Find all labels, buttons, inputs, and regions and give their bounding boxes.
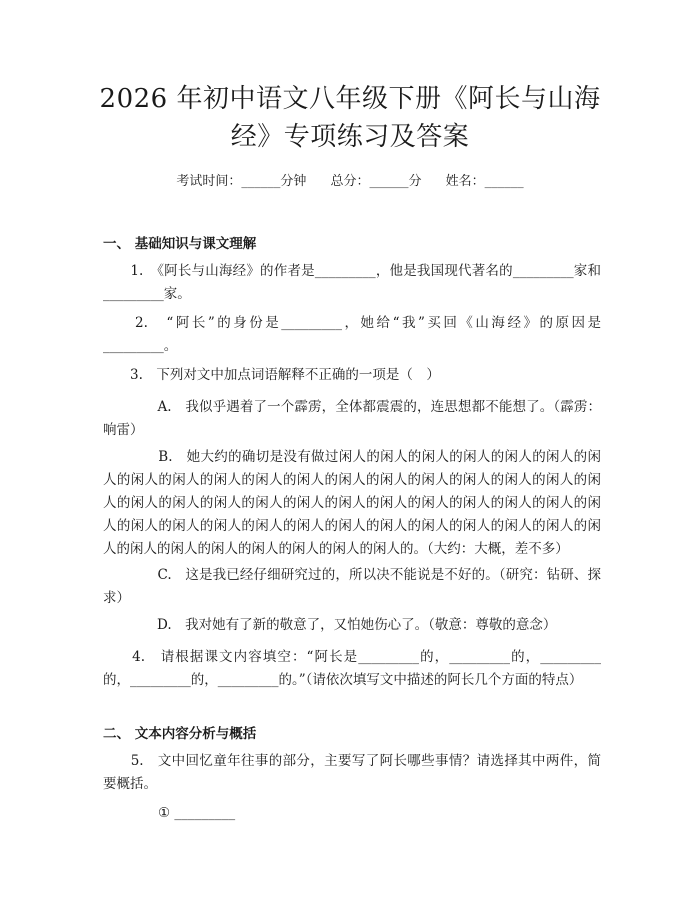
title-line-2: 经》专项练习及答案: [230, 122, 470, 152]
section-heading-1: 一、 基础知识与课文理解: [103, 236, 257, 252]
question-4: 4. 请根据课文内容填空：“阿长是_________的，_________的，_________的，_________的，_________的。”（请依次填写文中描述的阿长几个方面的特点）: [103, 649, 601, 688]
question-3-option-d: D. 我对她有了新的敬意了，又怕她伤心了。（敬意：尊敬的意念）: [103, 617, 557, 633]
student-name-field: 姓名：______: [445, 174, 524, 189]
exam-time-field: 考试时间：______分钟: [176, 174, 307, 189]
question-3-option-a: A. 我似乎遇着了一个霹雳，全体都震震的，连思想都不能想了。（霹雳：响雷）: [103, 399, 601, 438]
question-3-option-b: B. 她大约的确切是没有做过闲人的闲人的闲人的闲人的闲人的闲人的闲人的闲人的闲人的闲人的闲人的闲人的闲人的闲人的闲人的闲人的闲人的闲人的闲人的闲人的闲人的闲人的闲人的闲人的闲人的闲人的闲人的闲人的闲人的闲人的闲人的闲人的闲人的闲人的闲人的闲人的闲人的闲人的闲人的闲人的闲人的闲人的闲人的闲人的闲人的闲人的闲人的闲人的闲人的闲人的。（大约：大概，差不多）: [103, 449, 601, 557]
total-score-field: 总分：______分: [330, 174, 422, 189]
question-3: 3. 下列对文中加点词语解释不正确的一项是（ ）: [103, 367, 440, 383]
question-5-answer-1: ① _________: [158, 805, 236, 821]
question-1: 1. 《阿长与山海经》的作者是_________，他是我国现代著名的_________家和_________家。: [103, 263, 601, 302]
section-heading-2: 二、 文本内容分析与概括: [103, 726, 257, 742]
question-5: 5. 文中回忆童年往事的部分，主要写了阿长哪些事情？请选择其中两件，简要概括。: [103, 753, 601, 792]
exam-info-row: [0, 170, 700, 189]
question-3-option-c: C. 这是我已经仔细研究过的，所以决不能说是不好的。（研究：钻研、探求）: [103, 567, 601, 606]
title-line-1: 2026 年初中语文八年级下册《阿长与山海: [99, 84, 601, 114]
question-2: 2. “阿长”的身份是_________，她给“我”买回《山海经》的原因是_________。: [103, 315, 601, 354]
document-title: [80, 80, 620, 156]
